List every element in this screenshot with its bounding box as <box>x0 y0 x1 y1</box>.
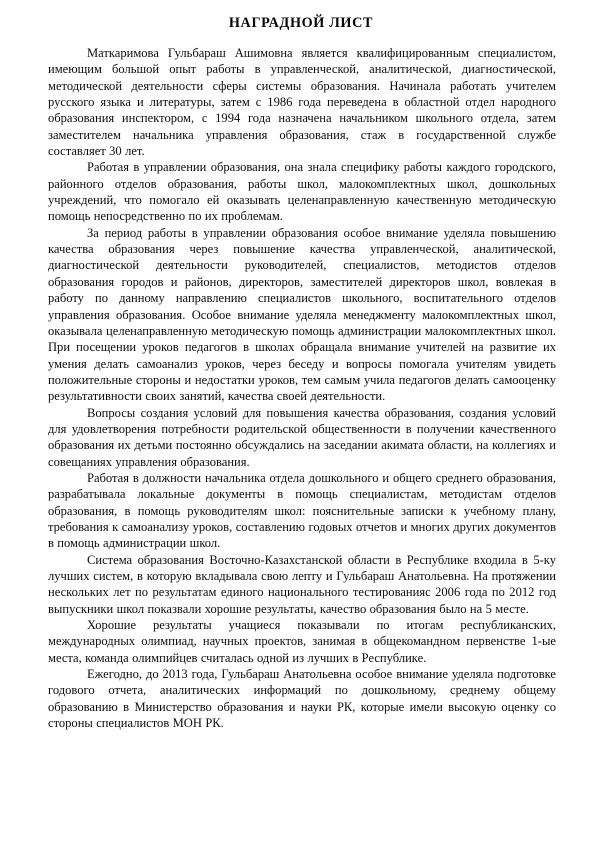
document-body <box>0 32 602 731</box>
paragraph: Ежегодно, до 2013 года, Гульбараш Анатольевна особое внимание уделяла подготовке годового отчета, аналитических информаций по дошкольному, среднему общему образованию в Министерство образования и науки РК, которые имели высокую оценку со стороны специалистов МОН РК. <box>48 667 556 731</box>
paragraph: Система образования Восточно-Казахстанской области в Республике входила в 5-ку лучших систем, в которую вкладывала свою лепту и Гульбараш Анатольевна. На протяжении нескольких лет по результатам единого национального тестированияс 2006 года по 2012 год выпускники школ показвали хорошие результаты, качество образования было на 5 месте. <box>48 552 556 616</box>
paragraph: Хорошие результаты учащиеся показывали по итогам республиканских, международных олимпиад, научных проектов, занимая в общекомандном первенстве 1-ые места, команда олимпийцев считалась одной из лучших в Республике. <box>48 618 556 665</box>
paragraph: Маткаримова Гульбараш Ашимовна является квалифицированным специалистом, имеющим большой опыт работы в управленческой, аналитической, диагностической, методической деятельности сферы системы образования. Начинала работать учителем русского языка и литературы, затем с 1986 года переведена в областной отдел народного образования инспектором, с 1994 года назначена начальником школьного отдела, затем заместителем начальника управления образования, стаж в государственной службе составляет 30 лет. <box>48 46 556 159</box>
paragraph: Работая в управлении образования, она знала специфику работы каждого городского, районного отделов образования, работы школ, малокомплектных школ, дошкольных учреждений, что помогало ей оказывать целенаправленную качественную методическую помощь непосредственно по их проблемам. <box>48 160 556 224</box>
paragraph: Вопросы создания условий для повышения качества образования, создания условий для удовлетворения потребности родительской общественности в получении качественного образования их детьми постоянно обсуждались на заседании акимата области, на коллегиях и совещаниях управления образования. <box>48 405 556 469</box>
paragraph: Работая в должности начальника отдела дошкольного и общего среднего образования, разрабатывала локальные документы в помощь специалистам, методистам отделов образования, в помощь руководителям школ: пояснительные записки к учебному плану, требования к самоанализу уроков, составлению годовых отчетов и многих других документов в помощь администрации школ. <box>48 470 556 551</box>
paragraph: За период работы в управлении образования особое внимание уделяла повышению качества образования через повышение качества управленческой, аналитической, диагностической деятельности руководителей, специалистов, методистов отделов образования городов и районов, директоров, заместителей директоров школ, вовлекая в работу по данному направлению специалистов школьного, воспитательного отделов управления образования. Особое внимание уделяла менеджменту малокомплектных школ, оказывала целенаправленную методическую помощь администрации малокомплектных школ. При посещении уроков педагогов в школах обращала внимание учителей на развитие их умения делать самоанализ уроков, через беседу и вопросы помогала учителям увидеть положительные стороны и недостатки уроков, тем самым учила педагогов делать самооценку результативности своих занятий, качества своей деятельности. <box>48 225 556 404</box>
page-title: НАГРАДНОЙ ЛИСТ <box>228 15 374 31</box>
